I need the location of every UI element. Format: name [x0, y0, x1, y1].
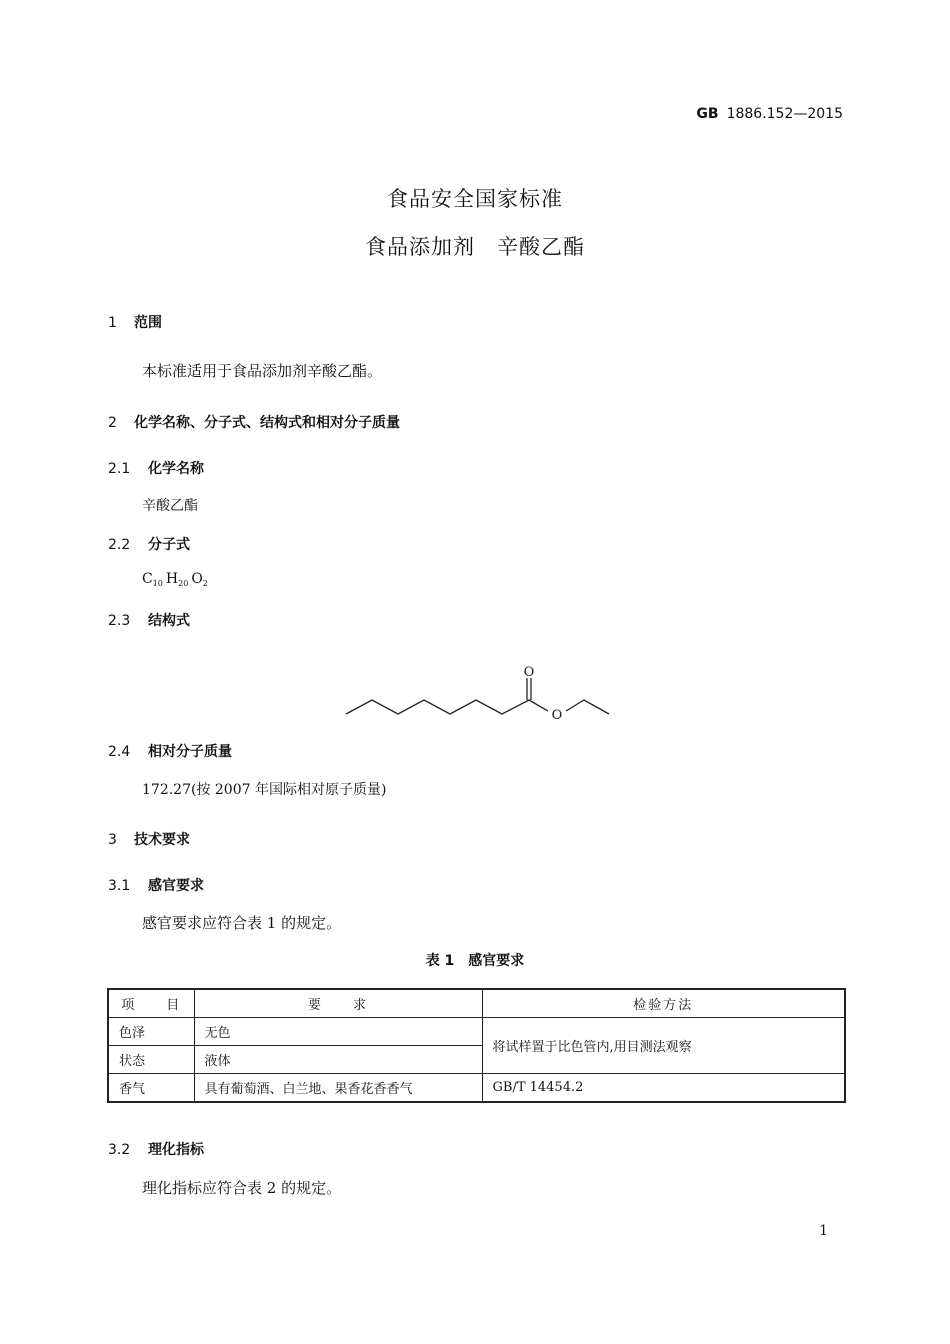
section-number: 2.3 — [108, 613, 131, 629]
row-requirement: 无色 — [194, 1018, 482, 1046]
formula-oxygen-count: 2 — [202, 579, 208, 588]
section-3-1-heading — [108, 875, 204, 895]
document-title: 食品安全国家标准 — [387, 187, 563, 211]
section-number: 3.2 — [108, 1142, 131, 1158]
table-row — [108, 1018, 845, 1046]
formula-carbon-count: 10 — [152, 579, 163, 588]
row-method: GB/T 14454.2 — [482, 1074, 845, 1103]
formula-oxygen: O — [191, 571, 203, 587]
section-title: 感官要求 — [148, 878, 204, 894]
header-method: 检验方法 — [482, 989, 845, 1018]
section-number: 2.4 — [108, 744, 131, 760]
section-number: 3.1 — [108, 878, 131, 894]
row-item: 色泽 — [108, 1018, 194, 1046]
section-3-heading — [108, 829, 190, 849]
section-number: 1 — [108, 315, 117, 331]
section-number: 2.2 — [108, 537, 131, 553]
section-3-2-heading — [108, 1139, 204, 1159]
ester-oxygen-label: O — [551, 708, 563, 723]
table-header-row — [108, 989, 845, 1018]
header-item: 项 目 — [108, 989, 194, 1018]
section-title: 分子式 — [148, 537, 190, 553]
carbonyl-oxygen-label: O — [523, 665, 535, 680]
standard-code: 1886.152—2015 — [726, 106, 843, 122]
chemical-name: 辛酸乙酯 — [142, 498, 198, 514]
table-row — [108, 1074, 845, 1103]
row-requirement: 液体 — [194, 1046, 482, 1074]
section-title: 技术要求 — [134, 832, 190, 848]
formula-hydrogen: H — [165, 571, 179, 587]
carbon-chain — [346, 678, 609, 714]
section-title: 理化指标 — [148, 1142, 204, 1158]
molecular-mass: 172.27(按 2007 年国际相对原子质量) — [142, 782, 387, 798]
row-method-merged: 将试样置于比色管内,用目测法观察 — [482, 1018, 845, 1074]
section-number: 2.1 — [108, 461, 131, 477]
section-3-1-text: 感官要求应符合表 1 的规定。 — [142, 914, 342, 932]
section-number: 2 — [108, 415, 117, 431]
section-title: 化学名称、分子式、结构式和相对分子质量 — [134, 415, 400, 431]
table-1-caption: 表 1 感官要求 — [425, 953, 525, 969]
document-subtitle: 食品添加剂 辛酸乙酯 — [365, 235, 585, 259]
row-item: 香气 — [108, 1074, 194, 1103]
standard-prefix: GB — [696, 106, 719, 122]
row-requirement: 具有葡萄酒、白兰地、果香花香香气 — [194, 1074, 482, 1103]
section-2-4-heading — [108, 741, 232, 761]
formula-hydrogen-count: 20 — [178, 579, 189, 588]
formula-carbon: C — [142, 571, 153, 587]
section-number: 3 — [108, 832, 117, 848]
sensory-requirements-table — [107, 988, 846, 1103]
section-title: 化学名称 — [148, 461, 204, 477]
section-title: 结构式 — [148, 613, 190, 629]
section-title: 相对分子质量 — [148, 744, 232, 760]
row-item: 状态 — [108, 1046, 194, 1074]
page-number: 1 — [819, 1223, 828, 1239]
header-requirement: 要 求 — [194, 989, 482, 1018]
section-1-text: 本标准适用于食品添加剂辛酸乙酯。 — [142, 362, 383, 380]
section-3-2-text: 理化指标应符合表 2 的规定。 — [142, 1179, 342, 1197]
section-title: 范围 — [134, 315, 162, 331]
